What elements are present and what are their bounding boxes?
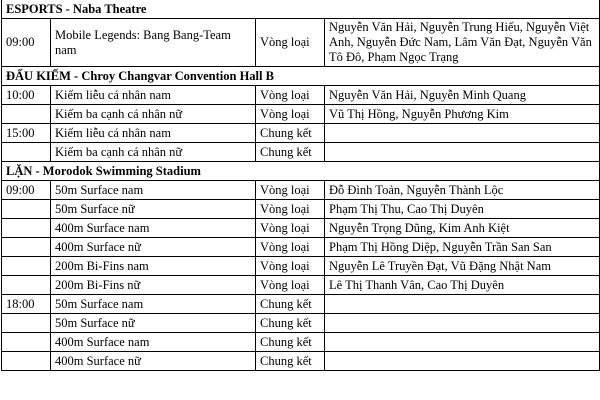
time-cell bbox=[2, 333, 51, 352]
time-cell bbox=[2, 143, 51, 162]
time-cell: 09:00 bbox=[2, 181, 51, 200]
table-row bbox=[2, 19, 600, 67]
round-cell: Vòng loại bbox=[256, 86, 325, 105]
athletes-cell: Nguyễn Trọng Dũng, Kim Anh Kiệt bbox=[325, 219, 600, 238]
round-cell: Vòng loại bbox=[256, 276, 325, 295]
event-cell: Kiếm ba cạnh cá nhân nữ bbox=[51, 143, 256, 162]
time-cell: 09:00 bbox=[2, 19, 51, 67]
time-cell: 10:00 bbox=[2, 86, 51, 105]
section-header-row bbox=[2, 67, 600, 86]
time-cell bbox=[2, 352, 51, 371]
event-cell: 400m Surface nữ bbox=[51, 238, 256, 257]
athletes-cell: Vũ Thị Hồng, Nguyễn Phương Kim bbox=[325, 105, 600, 124]
round-cell: Chung kết bbox=[256, 143, 325, 162]
event-cell: Kiếm liễu cá nhân nam bbox=[51, 124, 256, 143]
event-cell: 400m Surface nam bbox=[51, 333, 256, 352]
table-row bbox=[2, 257, 600, 276]
time-cell bbox=[2, 219, 51, 238]
time-cell bbox=[2, 238, 51, 257]
table-row bbox=[2, 86, 600, 105]
section-header-row bbox=[2, 162, 600, 181]
schedule-table bbox=[1, 0, 600, 371]
event-cell: 50m Surface nam bbox=[51, 295, 256, 314]
table-row bbox=[2, 143, 600, 162]
event-cell: 50m Surface nữ bbox=[51, 314, 256, 333]
time-cell: 18:00 bbox=[2, 295, 51, 314]
table-row bbox=[2, 352, 600, 371]
round-cell: Chung kết bbox=[256, 295, 325, 314]
round-cell: Chung kết bbox=[256, 124, 325, 143]
event-cell: 400m Surface nam bbox=[51, 219, 256, 238]
time-cell: 15:00 bbox=[2, 124, 51, 143]
time-cell bbox=[2, 257, 51, 276]
athletes-cell: Nguyễn Văn Hải, Nguyễn Trung Hiếu, Nguyễn Việt Anh, Nguyễn Đức Nam, Lâm Văn Đạt, Nguyễn Văn Tô Đô, Phạm Ngọc Trạng bbox=[325, 19, 600, 67]
table-row bbox=[2, 105, 600, 124]
section-title: ESPORTS - Naba Theatre bbox=[2, 0, 600, 19]
athletes-cell bbox=[325, 314, 600, 333]
athletes-cell: Nguyễn Văn Hải, Nguyễn Minh Quang bbox=[325, 86, 600, 105]
section-header-row bbox=[2, 0, 600, 19]
athletes-cell bbox=[325, 143, 600, 162]
table-row bbox=[2, 238, 600, 257]
athletes-cell bbox=[325, 352, 600, 371]
table-row bbox=[2, 333, 600, 352]
section-title: ĐẤU KIẾM - Chroy Changvar Convention Hall B bbox=[2, 67, 600, 86]
event-cell: Kiếm ba cạnh cá nhân nữ bbox=[51, 105, 256, 124]
table-row bbox=[2, 200, 600, 219]
round-cell: Vòng loại bbox=[256, 19, 325, 67]
time-cell bbox=[2, 200, 51, 219]
round-cell: Chung kết bbox=[256, 314, 325, 333]
round-cell: Vòng loại bbox=[256, 200, 325, 219]
athletes-cell: Phạm Thị Thu, Cao Thị Duyên bbox=[325, 200, 600, 219]
athletes-cell bbox=[325, 124, 600, 143]
time-cell bbox=[2, 276, 51, 295]
round-cell: Vòng loại bbox=[256, 238, 325, 257]
athletes-cell: Phạm Thị Hồng Diệp, Nguyễn Trần San San bbox=[325, 238, 600, 257]
event-cell: 200m Bi-Fins nữ bbox=[51, 276, 256, 295]
round-cell: Vòng loại bbox=[256, 181, 325, 200]
athletes-cell: Đỗ Đình Toản, Nguyễn Thành Lộc bbox=[325, 181, 600, 200]
round-cell: Chung kết bbox=[256, 352, 325, 371]
event-cell: 50m Surface nam bbox=[51, 181, 256, 200]
section-title: LẶN - Morodok Swimming Stadium bbox=[2, 162, 600, 181]
event-cell: 200m Bi-Fins nam bbox=[51, 257, 256, 276]
event-cell: Kiếm liễu cá nhân nam bbox=[51, 86, 256, 105]
round-cell: Vòng loại bbox=[256, 219, 325, 238]
table-row bbox=[2, 295, 600, 314]
athletes-cell bbox=[325, 333, 600, 352]
table-row bbox=[2, 314, 600, 333]
round-cell: Chung kết bbox=[256, 333, 325, 352]
table-row bbox=[2, 276, 600, 295]
athletes-cell: Nguyễn Lê Truyền Đạt, Vũ Đặng Nhật Nam bbox=[325, 257, 600, 276]
event-cell: 50m Surface nữ bbox=[51, 200, 256, 219]
round-cell: Vòng loại bbox=[256, 105, 325, 124]
athletes-cell: Lê Thị Thanh Vân, Cao Thị Duyên bbox=[325, 276, 600, 295]
event-cell: 400m Surface nữ bbox=[51, 352, 256, 371]
time-cell bbox=[2, 314, 51, 333]
table-row bbox=[2, 181, 600, 200]
time-cell bbox=[2, 105, 51, 124]
event-cell: Mobile Legends: Bang Bang-Team nam bbox=[51, 19, 256, 67]
round-cell: Vòng loại bbox=[256, 257, 325, 276]
table-row bbox=[2, 219, 600, 238]
athletes-cell bbox=[325, 295, 600, 314]
table-row bbox=[2, 124, 600, 143]
